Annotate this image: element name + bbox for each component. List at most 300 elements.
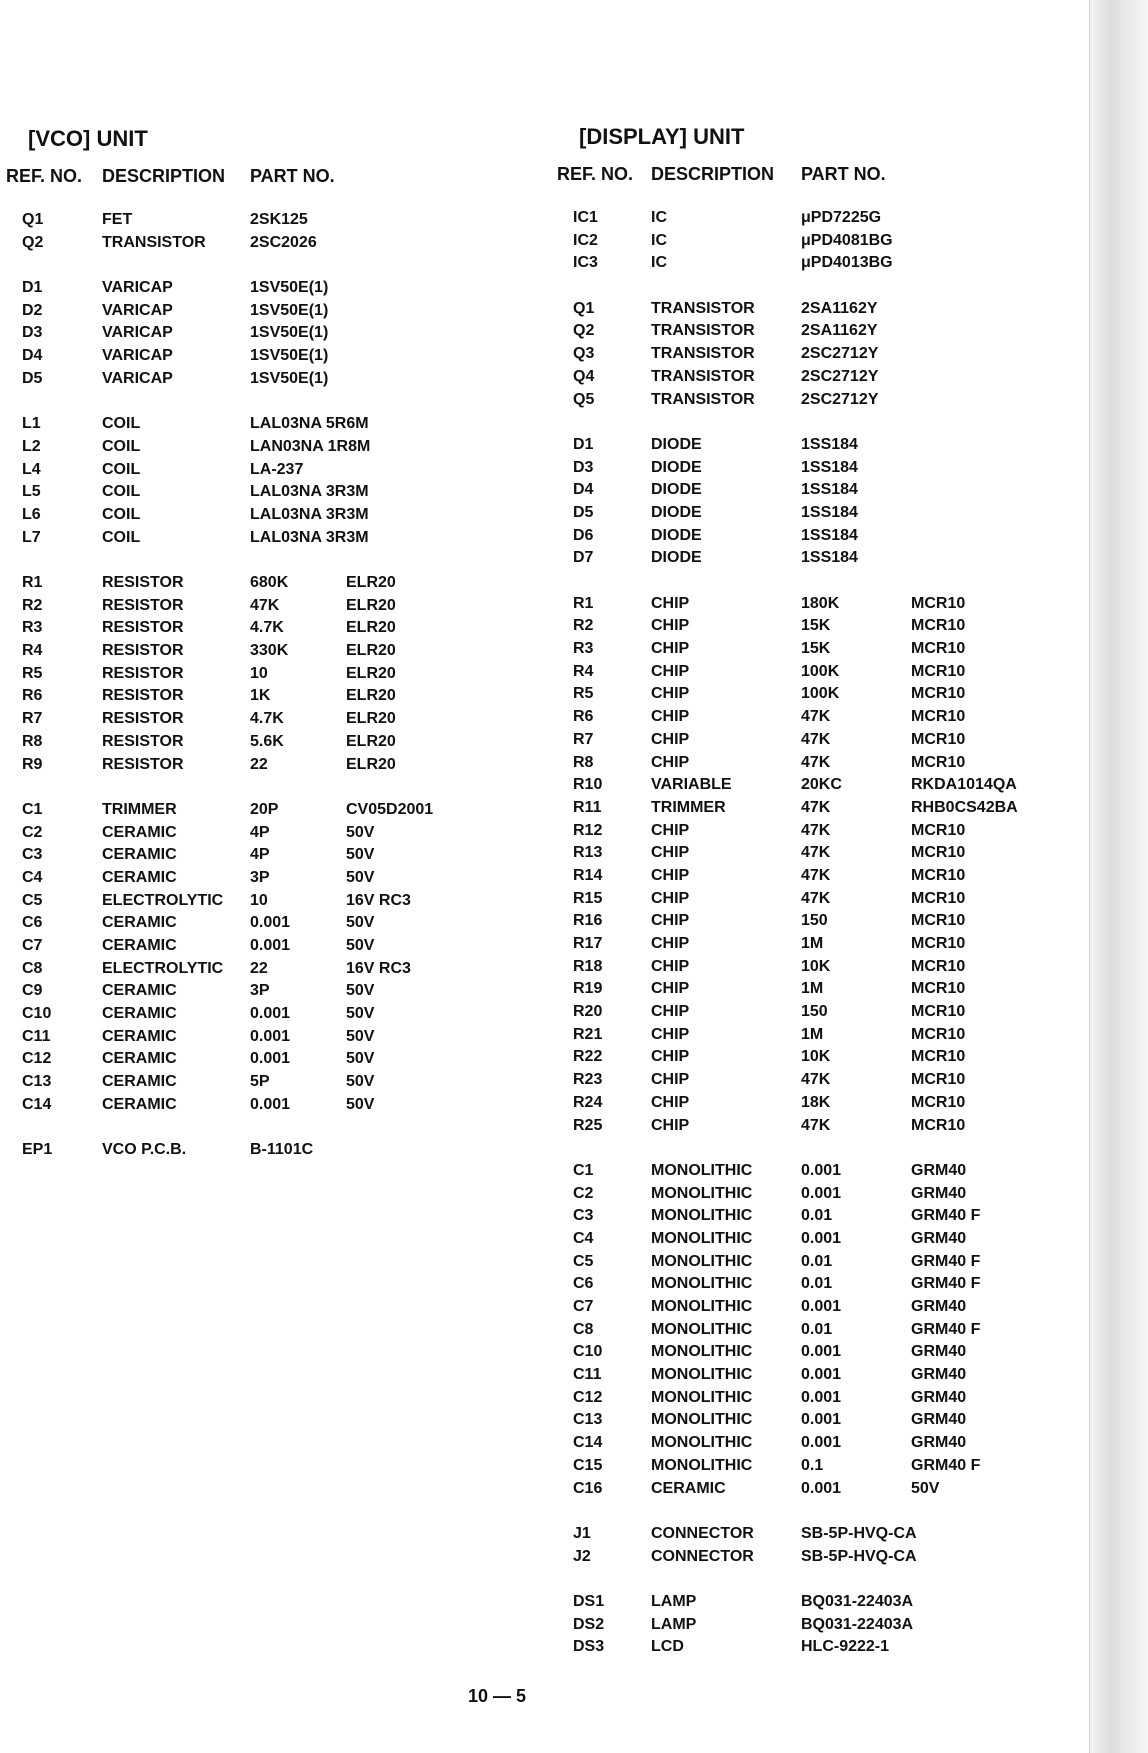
description-cell: LAMP [651,1615,697,1633]
ref-no-cell: R19 [573,980,603,998]
part-row [557,1228,1021,1251]
part-no-cell: 0.001 [801,1298,842,1315]
part-no-cell: 18K [801,1093,831,1111]
spec-cell: GRM40 [911,1298,967,1315]
part-no-cell: 0.001 [250,1050,291,1068]
spec-cell [346,345,446,368]
part-no-cell: LAN03NA 1R8M [250,437,371,455]
spec-cell: GRM40 [911,1411,967,1429]
ref-no-cell: Q2 [22,233,44,251]
display-parts-rows [557,207,1021,1659]
ref-no-cell: D5 [573,503,594,521]
spec-cell: MCR10 [911,640,966,658]
spec-cell: 16V RC3 [346,959,411,977]
part-no-cell: 0.01 [801,1252,833,1270]
ref-no-cell: Q2 [573,322,595,340]
ref-no-cell: R25 [573,1116,603,1134]
description-cell: CERAMIC [102,1050,177,1068]
ref-no-cell: C11 [22,1027,51,1045]
part-no-cell: 0.1 [801,1456,824,1474]
part-row [6,1048,446,1071]
part-no-cell: 1SS184 [801,435,858,453]
part-no-cell: 4.7K [250,710,284,728]
ref-no-cell: IC3 [573,254,598,272]
part-row [6,277,446,300]
ref-no-cell: Q1 [22,211,44,228]
spec-cell: GRM40 F [911,1320,981,1338]
ref-no-cell: R4 [22,642,43,660]
part-no-cell: 1SV50E(1) [250,324,329,342]
part-no-cell: 47K [250,596,280,614]
part-row [557,1273,1021,1296]
part-no-cell: 0.001 [250,1005,291,1023]
spec-cell: GRM40 [911,1229,967,1247]
spec-cell [911,320,1021,343]
part-row [557,820,1021,843]
spec-cell: MCR10 [911,935,966,952]
spec-cell [911,479,1021,502]
part-row [6,413,446,436]
ref-no-cell: D1 [22,279,43,297]
ref-no-cell: DS1 [573,1592,605,1610]
description-cell: VARICAP [102,279,173,297]
ref-no-cell: D4 [22,347,43,365]
group-spacer [6,776,446,799]
part-no-cell: 1M [801,980,824,998]
part-row [557,865,1021,888]
ref-no-cell: R5 [573,685,594,703]
part-no-cell: 47K [801,730,831,748]
description-cell: CHIP [651,1116,690,1134]
ref-no-cell: R4 [573,662,594,680]
ref-no-cell: R12 [573,821,603,839]
description-cell: CERAMIC [102,937,177,954]
part-no-cell: LAL03NA 3R3M [250,483,369,501]
part-row [6,300,446,323]
description-cell: LAMP [651,1592,697,1610]
ref-no-cell: D1 [573,435,594,453]
description-cell: CERAMIC [102,1027,177,1045]
part-no-cell: 0.001 [801,1184,842,1202]
ref-no-cell: C12 [573,1388,603,1406]
group-spacer [6,391,446,414]
description-cell: MONOLITHIC [651,1388,753,1406]
ref-no-cell: C7 [573,1298,594,1315]
ref-no-cell: C5 [573,1252,594,1270]
part-row [6,572,446,595]
part-row [557,933,1021,956]
part-no-cell: 0.001 [801,1366,842,1384]
description-cell: MONOLITHIC [651,1207,753,1225]
spec-cell: GRM40 F [911,1207,981,1225]
description-cell: CHIP [651,1048,690,1066]
description-cell: CONNECTOR [651,1524,754,1542]
part-row [557,638,1021,661]
ref-no-cell: R3 [573,640,594,658]
ref-no-cell: R13 [573,844,603,862]
display-unit-parts-list [557,124,1021,1659]
ref-no-cell: R7 [573,730,594,748]
spec-cell: GRM40 [911,1184,967,1202]
part-row [557,1432,1021,1455]
description-cell: RESISTOR [102,710,184,728]
part-row [6,822,446,845]
part-row [557,525,1021,548]
description-cell: DIODE [651,526,702,544]
ref-no-cell: R7 [22,710,43,728]
spec-cell [346,300,446,323]
vco-parts-rows [6,209,446,1162]
ref-no-cell: C8 [22,959,43,977]
description-cell: CHIP [651,957,690,975]
description-cell: MONOLITHIC [651,1252,753,1270]
description-cell: MONOLITHIC [651,1320,753,1338]
vco-unit-parts-list [6,126,446,1162]
ref-no-cell: J2 [573,1547,591,1565]
description-cell: COIL [102,415,141,433]
part-no-cell: 2SA1162Y [801,299,878,317]
part-row [557,774,1021,797]
description-cell: CHIP [651,617,690,635]
part-no-cell: BQ031-22403A [801,1615,914,1633]
part-row [557,502,1021,525]
part-row [557,1046,1021,1069]
spec-cell [346,527,446,550]
part-no-cell: LAL03NA 3R3M [250,528,369,546]
ref-no-cell: Q1 [573,299,595,317]
part-row [6,345,446,368]
description-cell: COIL [102,483,141,501]
part-row [557,1364,1021,1387]
ref-no-cell: Q4 [573,367,595,385]
group-spacer [557,1500,1021,1523]
description-cell: RESISTOR [102,664,184,682]
part-no-cell: 10K [801,957,831,975]
part-row [557,298,1021,321]
part-row [557,1024,1021,1047]
part-row [6,935,446,958]
part-row [557,752,1021,775]
ref-no-cell: D3 [573,458,594,476]
part-no-cell: μPD4081BG [801,231,893,249]
part-row [6,595,446,618]
spec-cell [346,322,446,345]
description-cell: DIODE [651,458,702,476]
part-no-cell: SB-5P-HVQ-CA [801,1524,917,1542]
ref-no-cell: R11 [573,798,602,816]
part-no-cell: 15K [801,617,831,635]
spec-cell [911,298,1021,321]
spec-cell: 50V [346,937,375,954]
vco-unit-title: [VCO] UNIT [28,126,148,151]
description-cell: VARICAP [102,301,173,319]
part-no-cell: 330K [250,642,289,660]
part-no-cell: 1M [801,1025,824,1043]
ref-no-cell: L1 [22,415,41,433]
description-cell: CERAMIC [102,823,177,841]
spec-cell: MCR10 [911,708,966,726]
description-cell: CHIP [651,1025,690,1043]
part-no-cell: 4P [250,846,270,864]
description-cell: CERAMIC [102,846,177,864]
description-cell: IC [651,254,667,272]
ref-no-cell: R8 [22,732,43,750]
spec-cell: 50V [346,1005,375,1023]
ref-no-cell: L4 [22,460,41,478]
spec-cell [911,502,1021,525]
ref-no-cell: R9 [22,755,43,773]
spec-cell: 50V [346,982,375,1000]
spec-cell [911,1546,1021,1569]
part-no-cell: 1K [250,687,271,705]
part-no-cell: 3P [250,982,270,1000]
part-row [557,910,1021,933]
part-no-cell: 3P [250,868,270,886]
part-row [6,481,446,504]
description-cell: MONOLITHIC [651,1229,753,1247]
part-row [6,1139,446,1162]
part-no-cell: 22 [250,959,268,977]
part-no-cell: 0.01 [801,1207,833,1225]
part-row [6,232,446,255]
spec-cell: ELR20 [346,664,396,682]
spec-cell: GRM40 [911,1388,967,1406]
spec-cell: RHB0CS42BA [911,798,1018,816]
spec-cell [911,366,1021,389]
spec-cell: MCR10 [911,1116,966,1134]
part-no-cell: 1SS184 [801,458,858,476]
description-cell: CERAMIC [102,1005,177,1023]
display-column-headers [557,164,1021,185]
part-row [6,527,446,550]
part-no-cell: 2SC2026 [250,233,317,251]
ref-no-cell: R17 [573,935,603,952]
spec-cell: MCR10 [911,821,966,839]
description-cell: VARICAP [102,369,173,387]
spec-cell: MCR10 [911,617,966,635]
ref-no-cell: C1 [22,800,43,818]
ref-no-cell: R10 [573,776,603,794]
part-row [557,888,1021,911]
ref-no-cell: C14 [22,1095,52,1113]
spec-cell [911,547,1021,570]
group-spacer [557,1568,1021,1591]
description-cell: DIODE [651,435,702,453]
description-cell: TRANSISTOR [651,390,755,408]
vco-column-headers [6,166,446,187]
ref-no-cell: R18 [573,957,603,975]
ref-no-cell: C2 [573,1184,594,1202]
spec-cell [911,1523,1021,1546]
part-row [557,207,1021,230]
part-row [557,615,1021,638]
spec-cell [911,1636,1021,1659]
part-no-cell: 0.001 [801,1479,842,1497]
ref-no-cell: R21 [573,1025,603,1043]
ref-no-cell: D4 [573,481,594,499]
description-cell: CHIP [651,866,690,884]
spec-cell: 50V [346,914,375,932]
spec-cell: ELR20 [346,642,396,660]
description-cell: ELECTROLYTIC [102,959,224,977]
spec-cell: MCR10 [911,594,966,612]
part-no-cell: SB-5P-HVQ-CA [801,1547,917,1565]
spec-cell [346,232,446,255]
part-row [557,434,1021,457]
description-cell: TRANSISTOR [651,299,755,317]
part-no-cell: 10 [250,664,268,682]
part-row [6,958,446,981]
part-no-cell: 5P [250,1073,270,1091]
part-row [557,252,1021,275]
ref-no-cell: C9 [22,982,43,1000]
part-row [557,661,1021,684]
ref-no-cell: R8 [573,753,594,771]
ref-no-header: REF. NO. [557,164,634,184]
ref-no-cell: L2 [22,437,41,455]
group-spacer [557,275,1021,298]
part-no-cell: 0.001 [250,937,291,954]
part-row [557,978,1021,1001]
part-no-cell: 2SC2712Y [801,345,879,363]
part-row [557,1160,1021,1183]
description-cell: RESISTOR [102,687,184,705]
part-no-cell: 100K [801,662,840,680]
description-cell: LCD [651,1638,684,1656]
part-no-cell: 4P [250,823,270,841]
part-no-cell: LAL03NA 5R6M [250,415,369,433]
ref-no-cell: C3 [22,846,43,864]
part-row [6,617,446,640]
part-no-cell: 1SS184 [801,549,858,567]
spec-cell [346,504,446,527]
description-cell: COIL [102,437,141,455]
spec-cell: GRM40 [911,1161,967,1179]
part-row [557,956,1021,979]
part-row [557,797,1021,820]
description-cell: RESISTOR [102,732,184,750]
part-row [557,1251,1021,1274]
spec-cell: MCR10 [911,662,966,680]
spec-cell: ELR20 [346,596,396,614]
description-cell: CHIP [651,980,690,998]
part-row [557,1092,1021,1115]
ref-no-cell: R24 [573,1093,603,1111]
spec-cell [346,277,446,300]
spec-cell: MCR10 [911,957,966,975]
part-no-header: PART NO. [801,164,886,184]
ref-no-cell: R2 [22,596,43,614]
part-row [6,640,446,663]
part-row [557,1115,1021,1138]
description-header: DESCRIPTION [102,166,226,186]
part-no-cell: 47K [801,1071,831,1089]
description-cell: TRIMMER [651,798,726,816]
description-cell: CONNECTOR [651,1547,754,1565]
description-cell: CHIP [651,753,690,771]
part-row [557,1478,1021,1501]
part-row [557,479,1021,502]
ref-no-cell: D2 [22,301,43,319]
part-no-cell: 0.01 [801,1320,833,1338]
part-no-cell: 1SV50E(1) [250,279,329,297]
spec-cell: MCR10 [911,980,966,998]
spec-cell [911,457,1021,480]
part-no-cell: μPD7225G [801,209,882,226]
ref-no-cell: EP1 [22,1141,53,1159]
ref-no-cell: IC2 [573,231,598,249]
spec-cell: ELR20 [346,619,396,637]
description-cell: MONOLITHIC [651,1411,753,1429]
spec-cell: MCR10 [911,753,966,771]
display-unit-title: [DISPLAY] UNIT [579,124,745,149]
part-row [557,230,1021,253]
part-row [6,980,446,1003]
part-no-cell: 100K [801,685,840,703]
ref-no-cell: R6 [22,687,43,705]
description-cell: FET [102,211,133,228]
group-spacer [557,1137,1021,1160]
ref-no-cell: C10 [22,1005,52,1023]
ref-no-cell: C6 [573,1275,594,1293]
part-no-cell: 47K [801,821,831,839]
description-cell: CHIP [651,935,690,952]
spec-cell: GRM40 [911,1343,967,1361]
ref-no-cell: J1 [573,1524,591,1542]
description-cell: TRIMMER [102,800,177,818]
spec-cell [911,434,1021,457]
ref-no-cell: R1 [573,594,594,612]
spec-cell: MCR10 [911,844,966,862]
part-row [6,1071,446,1094]
part-no-cell: 1SS184 [801,481,858,499]
spec-cell: 50V [346,846,375,864]
description-cell: CHIP [651,1071,690,1089]
page-number: 10 — 5 [468,1686,527,1706]
spec-cell: MCR10 [911,685,966,703]
part-no-cell: 20P [250,800,279,818]
spec-cell: MCR10 [911,1093,966,1111]
part-row [6,685,446,708]
part-no-cell: 22 [250,755,268,773]
part-no-cell: 47K [801,844,831,862]
part-row [557,1069,1021,1092]
part-row [557,683,1021,706]
ref-no-cell: C12 [22,1050,52,1068]
part-row [6,663,446,686]
part-no-cell: 0.01 [801,1275,833,1293]
part-row [557,1614,1021,1637]
part-row [557,1409,1021,1432]
description-cell: DIODE [651,503,702,521]
group-spacer [6,1117,446,1140]
spec-cell [346,368,446,391]
description-cell: CHIP [651,1093,690,1111]
ref-no-cell: C15 [573,1456,603,1474]
description-cell: CERAMIC [102,914,177,932]
part-row [6,1026,446,1049]
description-cell: MONOLITHIC [651,1275,753,1293]
part-row [557,706,1021,729]
group-spacer [557,570,1021,593]
description-cell: CHIP [651,730,690,748]
spec-cell: MCR10 [911,889,966,907]
description-cell: IC [651,209,667,226]
part-no-cell: μPD4013BG [801,254,893,272]
ref-no-cell: R5 [22,664,43,682]
part-row [557,1591,1021,1614]
ref-no-cell: D7 [573,549,594,567]
